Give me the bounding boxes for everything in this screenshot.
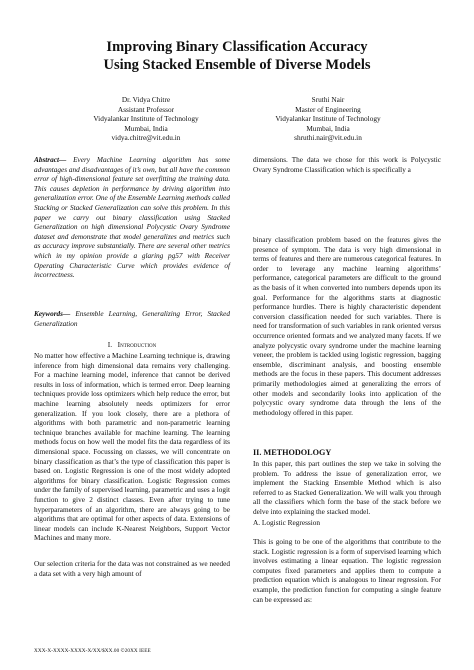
author-role: Assistant Professor <box>117 104 175 114</box>
section-heading-methodology: II. METHODOLOGY <box>253 448 332 457</box>
author-city: Mumbai, India <box>124 123 168 133</box>
intro-text-1: No matter how effective a Machine Learning technique is, drawing inference from high dimensional data remains very challenging. For a machine learning model, inference that cannot be derived results in loss of information, which is termed error. Deep learning techniques provide loss optimizers which help reduce the error, but machine learning absolutely needs optimizers for error generalization. If you look closely, there are a plethora of algorithms with both parametric and non-parametric learning technique branches available for machine learning. The learning methods focus on how well the model fits the data regardless of its dimensional space. Focussing on classes, we will concentrate on binary classification as that’s the type of classification this paper is based on. Logistic Regression is one of the most widely adopted algorithms for binary classification. Logistic Regression comes under the family of supervised learning, parametric and uses a logit function to give 2 distinct classes. Even after trying to tune hyperparameters of an algorithm, there are always going to be algorithms that are optimal for other aspects of data. Extensions of linear models can include K-Nearest Neighbors, Support Vector Machines and many more. <box>34 352 230 543</box>
abstract-text: Every Machine Learning algorithm has some advantages and disadvantages of it’s own, but all have the common error of high-dimensional feature set overfitting the training data. This causes depletion in performance by driving algorithm into generalization error. One of the Ensemble Learning methods called Stacking or Stacked Generalization can solve this problem. In this paper we carry out binary classification using Stacked Generalization on high dimensional Polycystic Ovary Syndrome dataset and demonstrate that model generalizes and metrics such as accuracy improve substantially. There are several other metrics which in my opinion provide a glaring pg57 with Receiver Operating Characteristic Curve which provides evidence of incorrectness. <box>34 156 230 280</box>
methodology-paragraph <box>253 460 441 518</box>
right-text-1: dimensions. The data we chose for this work is Polycystic Ovary Syndrome Classification which is specifically a <box>253 156 441 174</box>
title-line-1: Improving Binary Classification Accuracy <box>106 39 368 55</box>
abstract-label: Abstract— <box>34 156 67 164</box>
title-line-2: Using Stacked Ensemble of Diverse Models <box>103 57 371 73</box>
author-role: Master of Engineering <box>295 104 361 114</box>
author-name: Dr. Vidya Chitre <box>121 95 171 104</box>
author-city: Mumbai, India <box>306 123 350 133</box>
author-institute: Vidyalankar Institute of Technology <box>93 114 199 124</box>
intro-paragraph-1 <box>34 352 230 544</box>
author-email: shruthi.nair@vit.edu.in <box>294 133 362 143</box>
methodology-text: In this paper, this part outlines the step we take in solving the problem. To address the issue of generalization error, we implement the Stacking Ensemble Method which is also referred to as Stacked Generalization. We will walk you through all the classifiers which form the base of the stack before we delve into explaining the stacked model. <box>253 460 441 516</box>
keywords <box>34 310 230 329</box>
keywords-label: Keywords— <box>34 310 71 318</box>
right-paragraph-1 <box>253 156 441 175</box>
section-title: Introduction <box>117 340 157 349</box>
author-email: vidya.chitre@vit.edu.in <box>111 133 181 143</box>
right-text-2: binary classification problem based on the features gives the presence of symptom. The data is very high dimensional in terms of features and there are numerous categorical features. In order to leverage any machine learning algorithms’ performance, categorical parameters are difficult to the ground as the basis of it when converted into numbers depends upon its goal. Performance for the algorithms starts at diagnostic performance hurdles. There is highly characteristic dependent conversion classification needed for such variables. There is need for transformation of such variables in rank oriented versus occurrence oriented formats and we analyzed many facets. If we analyze polycystic ovary syndrome under the machine learning veneer, the problem is tackled using logistic regression, bagging ensemble, discriminant analysis, and boosting ensemble methods are the focus in these papers. This document addresses primarily methodologies aimed at generalizing the errors of other models and secondarily looks into application of the polycystic ovary syndrome data through the lens of the methodology offered in this paper. <box>253 236 441 417</box>
right-paragraph-2 <box>253 236 441 418</box>
copyright-footer: XXX-X-XXXX-XXXX-X/XX/$XX.00 ©20XX IEEE <box>34 648 151 654</box>
author-block-2 <box>238 95 418 143</box>
section-heading-introduction <box>34 340 230 349</box>
abstract <box>34 156 230 281</box>
keywords-text: Ensemble Learning, Generalizing Error, Stacked Generalization <box>34 310 230 328</box>
author-name: Sruthi Nair <box>311 95 345 104</box>
intro-paragraph-2 <box>34 560 230 579</box>
author-institute: Vidyalankar Institute of Technology <box>275 114 381 124</box>
intro-text-2: Our selection criteria for the data was not constrained as we needed a data set with a very high amount of <box>34 560 230 578</box>
author-block-1 <box>56 95 236 143</box>
logistic-regression-text: This is going to be one of the algorithms that contribute to the stack. Logistic regression is a form of supervised learning which involves estimating a linear equation. The logistic regression computes fixed parameters and applies them to compute a prediction equation which is analogous to linear regression. For example, the prediction function for computing a single feature can be expressed as: <box>253 538 441 604</box>
paper-title <box>0 38 474 74</box>
logistic-regression-paragraph <box>253 538 441 605</box>
subsection-heading-logistic-regression: A. Logistic Regression <box>253 518 321 527</box>
section-number: I. <box>107 340 113 349</box>
